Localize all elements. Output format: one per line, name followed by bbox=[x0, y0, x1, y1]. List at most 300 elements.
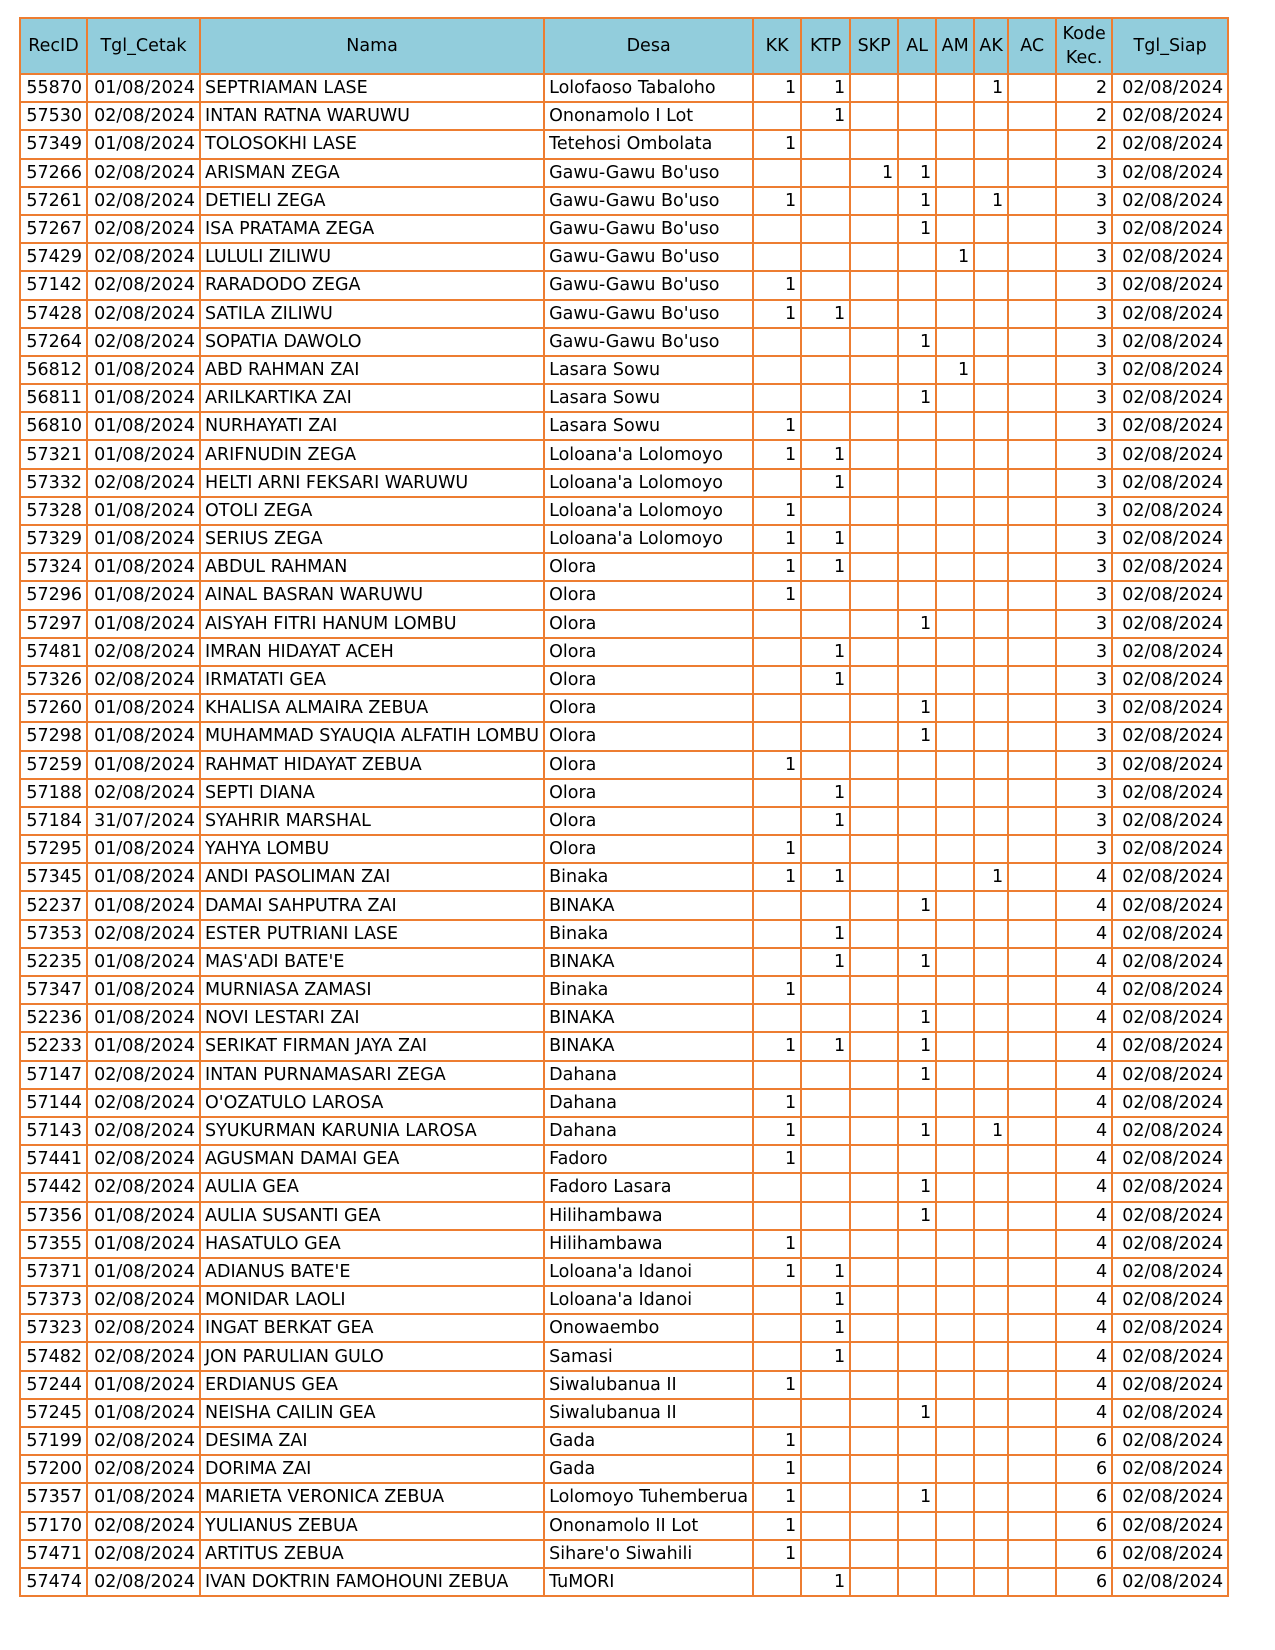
cell-ac bbox=[1008, 1173, 1056, 1201]
cell-al bbox=[898, 1540, 936, 1568]
cell-ac bbox=[1008, 412, 1056, 440]
cell-nama: ERDIANUS GEA bbox=[200, 1371, 544, 1399]
cell-nama: YULIANUS ZEBUA bbox=[200, 1512, 544, 1540]
table-row bbox=[20, 1117, 1228, 1145]
table-row bbox=[20, 356, 1228, 384]
cell-recid: 57324 bbox=[20, 553, 87, 581]
cell-al bbox=[898, 130, 936, 158]
cell-tgl-cetak: 01/08/2024 bbox=[87, 1399, 200, 1427]
cell-kode-kec: 4 bbox=[1056, 1371, 1112, 1399]
cell-tgl-siap: 02/08/2024 bbox=[1112, 581, 1228, 609]
cell-kk bbox=[753, 384, 801, 412]
cell-am bbox=[936, 1117, 974, 1145]
cell-ktp bbox=[801, 412, 850, 440]
cell-kk bbox=[753, 694, 801, 722]
cell-tgl-cetak: 02/08/2024 bbox=[87, 666, 200, 694]
cell-kk: 1 bbox=[753, 751, 801, 779]
cell-ktp bbox=[801, 581, 850, 609]
cell-ak bbox=[974, 920, 1008, 948]
cell-skp bbox=[850, 779, 898, 807]
cell-am bbox=[936, 74, 974, 102]
cell-recid: 57429 bbox=[20, 243, 87, 271]
cell-nama: AISYAH FITRI HANUM LOMBU bbox=[200, 610, 544, 638]
cell-ac bbox=[1008, 440, 1056, 468]
cell-recid: 57245 bbox=[20, 1399, 87, 1427]
cell-kode-kec: 3 bbox=[1056, 215, 1112, 243]
cell-nama: MUHAMMAD SYAUQIA ALFATIH LOMBU bbox=[200, 722, 544, 750]
cell-ak bbox=[974, 384, 1008, 412]
cell-tgl-siap: 02/08/2024 bbox=[1112, 638, 1228, 666]
cell-am bbox=[936, 891, 974, 919]
table-row bbox=[20, 581, 1228, 609]
cell-kk bbox=[753, 356, 801, 384]
cell-ktp: 1 bbox=[801, 807, 850, 835]
cell-skp bbox=[850, 1371, 898, 1399]
cell-nama: INTAN PURNAMASARI ZEGA bbox=[200, 1061, 544, 1089]
header-row bbox=[20, 18, 1228, 74]
cell-kode-kec: 3 bbox=[1056, 751, 1112, 779]
cell-tgl-cetak: 01/08/2024 bbox=[87, 74, 200, 102]
cell-ktp: 1 bbox=[801, 666, 850, 694]
cell-tgl-siap: 02/08/2024 bbox=[1112, 243, 1228, 271]
cell-tgl-cetak: 01/08/2024 bbox=[87, 1483, 200, 1511]
cell-kk: 1 bbox=[753, 835, 801, 863]
cell-kode-kec: 4 bbox=[1056, 1230, 1112, 1258]
cell-am bbox=[936, 469, 974, 497]
cell-tgl-cetak: 01/08/2024 bbox=[87, 610, 200, 638]
cell-desa: BINAKA bbox=[544, 1004, 753, 1032]
cell-al: 1 bbox=[898, 1032, 936, 1060]
col-header-tgl-cetak: Tgl_Cetak bbox=[87, 18, 200, 74]
cell-kode-kec: 3 bbox=[1056, 525, 1112, 553]
cell-tgl-siap: 02/08/2024 bbox=[1112, 159, 1228, 187]
cell-kode-kec: 3 bbox=[1056, 356, 1112, 384]
cell-am bbox=[936, 271, 974, 299]
cell-kk bbox=[753, 722, 801, 750]
cell-kode-kec: 4 bbox=[1056, 1202, 1112, 1230]
table-row bbox=[20, 271, 1228, 299]
cell-tgl-siap: 02/08/2024 bbox=[1112, 1032, 1228, 1060]
cell-al bbox=[898, 1258, 936, 1286]
cell-recid: 57428 bbox=[20, 300, 87, 328]
cell-desa: Hilihambawa bbox=[544, 1230, 753, 1258]
cell-skp bbox=[850, 863, 898, 891]
cell-recid: 57267 bbox=[20, 215, 87, 243]
cell-tgl-siap: 02/08/2024 bbox=[1112, 328, 1228, 356]
table-row bbox=[20, 74, 1228, 102]
cell-ac bbox=[1008, 1032, 1056, 1060]
cell-nama: TOLOSOKHI LASE bbox=[200, 130, 544, 158]
cell-al: 1 bbox=[898, 948, 936, 976]
cell-nama: ABD RAHMAN ZAI bbox=[200, 356, 544, 384]
cell-skp bbox=[850, 610, 898, 638]
cell-skp bbox=[850, 1117, 898, 1145]
cell-ac bbox=[1008, 976, 1056, 1004]
cell-ktp: 1 bbox=[801, 102, 850, 130]
cell-ktp bbox=[801, 384, 850, 412]
cell-ktp bbox=[801, 1455, 850, 1483]
cell-ktp: 1 bbox=[801, 863, 850, 891]
cell-ak: 1 bbox=[974, 187, 1008, 215]
cell-al: 1 bbox=[898, 1483, 936, 1511]
cell-tgl-cetak: 01/08/2024 bbox=[87, 384, 200, 412]
cell-kk: 1 bbox=[753, 187, 801, 215]
cell-desa: Siwalubanua II bbox=[544, 1399, 753, 1427]
cell-desa: Loloana'a Idanoi bbox=[544, 1258, 753, 1286]
cell-am bbox=[936, 1230, 974, 1258]
cell-am bbox=[936, 1399, 974, 1427]
cell-am bbox=[936, 976, 974, 1004]
cell-skp bbox=[850, 102, 898, 130]
cell-tgl-siap: 02/08/2024 bbox=[1112, 807, 1228, 835]
cell-am bbox=[936, 1061, 974, 1089]
cell-ktp: 1 bbox=[801, 948, 850, 976]
table-row bbox=[20, 1173, 1228, 1201]
cell-kk: 1 bbox=[753, 976, 801, 1004]
cell-ak bbox=[974, 1371, 1008, 1399]
cell-ktp bbox=[801, 1371, 850, 1399]
cell-kk bbox=[753, 159, 801, 187]
cell-skp bbox=[850, 328, 898, 356]
cell-ktp: 1 bbox=[801, 525, 850, 553]
cell-ac bbox=[1008, 553, 1056, 581]
cell-kk: 1 bbox=[753, 863, 801, 891]
cell-nama: OTOLI ZEGA bbox=[200, 497, 544, 525]
cell-ktp bbox=[801, 215, 850, 243]
cell-nama: SEPTI DIANA bbox=[200, 779, 544, 807]
cell-ac bbox=[1008, 1568, 1056, 1596]
cell-tgl-siap: 02/08/2024 bbox=[1112, 1512, 1228, 1540]
cell-desa: Lasara Sowu bbox=[544, 412, 753, 440]
cell-ac bbox=[1008, 948, 1056, 976]
cell-tgl-siap: 02/08/2024 bbox=[1112, 1399, 1228, 1427]
cell-kode-kec: 3 bbox=[1056, 243, 1112, 271]
cell-kk: 1 bbox=[753, 1540, 801, 1568]
cell-tgl-cetak: 01/08/2024 bbox=[87, 356, 200, 384]
cell-kode-kec: 3 bbox=[1056, 412, 1112, 440]
cell-recid: 57357 bbox=[20, 1483, 87, 1511]
cell-kk: 1 bbox=[753, 1512, 801, 1540]
cell-ac bbox=[1008, 1483, 1056, 1511]
cell-tgl-siap: 02/08/2024 bbox=[1112, 102, 1228, 130]
cell-skp bbox=[850, 1314, 898, 1342]
cell-ktp bbox=[801, 1483, 850, 1511]
cell-am bbox=[936, 1371, 974, 1399]
cell-nama: RAHMAT HIDAYAT ZEBUA bbox=[200, 751, 544, 779]
cell-tgl-siap: 02/08/2024 bbox=[1112, 1173, 1228, 1201]
cell-skp bbox=[850, 1089, 898, 1117]
cell-skp bbox=[850, 948, 898, 976]
cell-tgl-cetak: 01/08/2024 bbox=[87, 1004, 200, 1032]
cell-am: 1 bbox=[936, 243, 974, 271]
cell-recid: 57264 bbox=[20, 328, 87, 356]
cell-kode-kec: 3 bbox=[1056, 271, 1112, 299]
cell-ac bbox=[1008, 469, 1056, 497]
col-header-ac: AC bbox=[1008, 18, 1056, 74]
cell-recid: 57261 bbox=[20, 187, 87, 215]
cell-kode-kec: 3 bbox=[1056, 159, 1112, 187]
cell-desa: Gawu-Gawu Bo'uso bbox=[544, 187, 753, 215]
cell-nama: INGAT BERKAT GEA bbox=[200, 1314, 544, 1342]
cell-nama: YAHYA LOMBU bbox=[200, 835, 544, 863]
cell-kk: 1 bbox=[753, 1032, 801, 1060]
cell-tgl-cetak: 02/08/2024 bbox=[87, 1342, 200, 1370]
table-row bbox=[20, 948, 1228, 976]
cell-kk: 1 bbox=[753, 130, 801, 158]
table-row bbox=[20, 243, 1228, 271]
cell-kk bbox=[753, 102, 801, 130]
cell-kode-kec: 4 bbox=[1056, 1032, 1112, 1060]
cell-al bbox=[898, 1512, 936, 1540]
cell-kode-kec: 3 bbox=[1056, 835, 1112, 863]
table-row bbox=[20, 215, 1228, 243]
cell-desa: Gada bbox=[544, 1455, 753, 1483]
cell-ac bbox=[1008, 1314, 1056, 1342]
cell-tgl-siap: 02/08/2024 bbox=[1112, 1314, 1228, 1342]
cell-tgl-siap: 02/08/2024 bbox=[1112, 722, 1228, 750]
cell-tgl-siap: 02/08/2024 bbox=[1112, 497, 1228, 525]
col-header-ak: AK bbox=[974, 18, 1008, 74]
cell-ac bbox=[1008, 271, 1056, 299]
cell-kk bbox=[753, 610, 801, 638]
cell-am bbox=[936, 215, 974, 243]
table-row bbox=[20, 1286, 1228, 1314]
cell-ac bbox=[1008, 891, 1056, 919]
cell-al bbox=[898, 553, 936, 581]
cell-nama: HELTI ARNI FEKSARI WARUWU bbox=[200, 469, 544, 497]
cell-ak: 1 bbox=[974, 1117, 1008, 1145]
cell-ktp: 1 bbox=[801, 779, 850, 807]
cell-ktp bbox=[801, 751, 850, 779]
cell-am bbox=[936, 751, 974, 779]
cell-recid: 57347 bbox=[20, 976, 87, 1004]
cell-recid: 57188 bbox=[20, 779, 87, 807]
cell-am bbox=[936, 130, 974, 158]
cell-desa: Olora bbox=[544, 666, 753, 694]
cell-nama: MARIETA VERONICA ZEBUA bbox=[200, 1483, 544, 1511]
cell-am bbox=[936, 835, 974, 863]
cell-ak bbox=[974, 497, 1008, 525]
cell-ak bbox=[974, 722, 1008, 750]
cell-nama: NOVI LESTARI ZAI bbox=[200, 1004, 544, 1032]
cell-ac bbox=[1008, 384, 1056, 412]
cell-kode-kec: 6 bbox=[1056, 1512, 1112, 1540]
cell-ktp bbox=[801, 1061, 850, 1089]
cell-ak bbox=[974, 1286, 1008, 1314]
cell-nama: LULULI ZILIWU bbox=[200, 243, 544, 271]
cell-tgl-siap: 02/08/2024 bbox=[1112, 1455, 1228, 1483]
cell-al bbox=[898, 638, 936, 666]
cell-al bbox=[898, 807, 936, 835]
cell-tgl-cetak: 01/08/2024 bbox=[87, 581, 200, 609]
cell-ak bbox=[974, 159, 1008, 187]
cell-desa: Loloana'a Lolomoyo bbox=[544, 497, 753, 525]
cell-tgl-siap: 02/08/2024 bbox=[1112, 779, 1228, 807]
cell-ak bbox=[974, 1202, 1008, 1230]
cell-nama: ISA PRATAMA ZEGA bbox=[200, 215, 544, 243]
cell-desa: Lolomoyo Tuhemberua bbox=[544, 1483, 753, 1511]
cell-skp bbox=[850, 751, 898, 779]
cell-tgl-cetak: 02/08/2024 bbox=[87, 102, 200, 130]
cell-ktp: 1 bbox=[801, 1568, 850, 1596]
cell-ak bbox=[974, 1512, 1008, 1540]
cell-skp bbox=[850, 553, 898, 581]
cell-desa: Fadoro bbox=[544, 1145, 753, 1173]
table-row bbox=[20, 779, 1228, 807]
cell-kode-kec: 6 bbox=[1056, 1568, 1112, 1596]
cell-recid: 57326 bbox=[20, 666, 87, 694]
cell-ak bbox=[974, 610, 1008, 638]
cell-al bbox=[898, 581, 936, 609]
cell-am bbox=[936, 666, 974, 694]
cell-kk: 1 bbox=[753, 1117, 801, 1145]
cell-al bbox=[898, 751, 936, 779]
cell-nama: O'OZATULO LAROSA bbox=[200, 1089, 544, 1117]
cell-recid: 57296 bbox=[20, 581, 87, 609]
cell-recid: 56810 bbox=[20, 412, 87, 440]
cell-kode-kec: 6 bbox=[1056, 1540, 1112, 1568]
cell-ac bbox=[1008, 215, 1056, 243]
cell-al bbox=[898, 1089, 936, 1117]
cell-ktp: 1 bbox=[801, 638, 850, 666]
cell-ktp bbox=[801, 187, 850, 215]
cell-skp bbox=[850, 1568, 898, 1596]
cell-tgl-cetak: 02/08/2024 bbox=[87, 300, 200, 328]
cell-recid: 57471 bbox=[20, 1540, 87, 1568]
cell-am bbox=[936, 1286, 974, 1314]
cell-tgl-cetak: 02/08/2024 bbox=[87, 779, 200, 807]
cell-am bbox=[936, 638, 974, 666]
cell-recid: 52233 bbox=[20, 1032, 87, 1060]
cell-kode-kec: 4 bbox=[1056, 1286, 1112, 1314]
cell-al bbox=[898, 1145, 936, 1173]
cell-tgl-cetak: 01/08/2024 bbox=[87, 948, 200, 976]
cell-tgl-siap: 02/08/2024 bbox=[1112, 74, 1228, 102]
cell-tgl-cetak: 01/08/2024 bbox=[87, 863, 200, 891]
cell-al: 1 bbox=[898, 1061, 936, 1089]
cell-kk: 1 bbox=[753, 1145, 801, 1173]
cell-skp bbox=[850, 1399, 898, 1427]
cell-recid: 57199 bbox=[20, 1427, 87, 1455]
cell-ak bbox=[974, 271, 1008, 299]
cell-nama: KHALISA ALMAIRA ZEBUA bbox=[200, 694, 544, 722]
cell-recid: 57482 bbox=[20, 1342, 87, 1370]
cell-ac bbox=[1008, 610, 1056, 638]
cell-skp bbox=[850, 384, 898, 412]
cell-recid: 57321 bbox=[20, 440, 87, 468]
cell-kk bbox=[753, 1286, 801, 1314]
cell-tgl-cetak: 01/08/2024 bbox=[87, 835, 200, 863]
cell-ak bbox=[974, 1032, 1008, 1060]
table-row bbox=[20, 1314, 1228, 1342]
table-row bbox=[20, 1512, 1228, 1540]
cell-am bbox=[936, 863, 974, 891]
cell-ak bbox=[974, 779, 1008, 807]
cell-tgl-siap: 02/08/2024 bbox=[1112, 130, 1228, 158]
cell-skp bbox=[850, 1032, 898, 1060]
cell-recid: 57349 bbox=[20, 130, 87, 158]
cell-kode-kec: 3 bbox=[1056, 300, 1112, 328]
cell-ak bbox=[974, 1540, 1008, 1568]
cell-ak bbox=[974, 751, 1008, 779]
cell-tgl-cetak: 02/08/2024 bbox=[87, 920, 200, 948]
cell-al bbox=[898, 1455, 936, 1483]
cell-nama: SERIKAT FIRMAN JAYA ZAI bbox=[200, 1032, 544, 1060]
cell-nama: ANDI PASOLIMAN ZAI bbox=[200, 863, 544, 891]
cell-kk bbox=[753, 779, 801, 807]
cell-ak bbox=[974, 694, 1008, 722]
cell-recid: 57260 bbox=[20, 694, 87, 722]
cell-desa: Siwalubanua II bbox=[544, 1371, 753, 1399]
cell-tgl-cetak: 02/08/2024 bbox=[87, 1427, 200, 1455]
cell-ac bbox=[1008, 1089, 1056, 1117]
cell-am bbox=[936, 1568, 974, 1596]
cell-skp bbox=[850, 835, 898, 863]
cell-skp bbox=[850, 581, 898, 609]
cell-am bbox=[936, 497, 974, 525]
cell-al bbox=[898, 243, 936, 271]
cell-tgl-siap: 02/08/2024 bbox=[1112, 1258, 1228, 1286]
cell-skp bbox=[850, 694, 898, 722]
cell-desa: Tetehosi Ombolata bbox=[544, 130, 753, 158]
cell-kk: 1 bbox=[753, 1258, 801, 1286]
cell-tgl-cetak: 01/08/2024 bbox=[87, 976, 200, 1004]
cell-nama: MONIDAR LAOLI bbox=[200, 1286, 544, 1314]
col-header-recid: RecID bbox=[20, 18, 87, 74]
cell-ktp bbox=[801, 1230, 850, 1258]
cell-ac bbox=[1008, 751, 1056, 779]
cell-al bbox=[898, 920, 936, 948]
cell-kode-kec: 3 bbox=[1056, 187, 1112, 215]
cell-am bbox=[936, 920, 974, 948]
col-header-nama: Nama bbox=[200, 18, 544, 74]
cell-kode-kec: 2 bbox=[1056, 130, 1112, 158]
cell-ktp: 1 bbox=[801, 1342, 850, 1370]
cell-ac bbox=[1008, 130, 1056, 158]
cell-tgl-siap: 02/08/2024 bbox=[1112, 469, 1228, 497]
cell-tgl-cetak: 01/08/2024 bbox=[87, 440, 200, 468]
cell-recid: 57323 bbox=[20, 1314, 87, 1342]
cell-recid: 55870 bbox=[20, 74, 87, 102]
cell-nama: DAMAI SAHPUTRA ZAI bbox=[200, 891, 544, 919]
cell-kk bbox=[753, 1399, 801, 1427]
cell-ktp bbox=[801, 1089, 850, 1117]
cell-skp bbox=[850, 1258, 898, 1286]
cell-desa: Olora bbox=[544, 807, 753, 835]
cell-al bbox=[898, 976, 936, 1004]
cell-al bbox=[898, 469, 936, 497]
cell-kode-kec: 3 bbox=[1056, 610, 1112, 638]
cell-desa: Loloana'a Lolomoyo bbox=[544, 525, 753, 553]
cell-ak bbox=[974, 130, 1008, 158]
col-header-am: AM bbox=[936, 18, 974, 74]
cell-recid: 57259 bbox=[20, 751, 87, 779]
cell-kode-kec: 3 bbox=[1056, 638, 1112, 666]
cell-nama: AGUSMAN DAMAI GEA bbox=[200, 1145, 544, 1173]
cell-ak bbox=[974, 1483, 1008, 1511]
cell-nama: AULIA SUSANTI GEA bbox=[200, 1202, 544, 1230]
cell-kk: 1 bbox=[753, 581, 801, 609]
cell-nama: SATILA ZILIWU bbox=[200, 300, 544, 328]
cell-kk bbox=[753, 1173, 801, 1201]
cell-skp bbox=[850, 1230, 898, 1258]
cell-tgl-cetak: 02/08/2024 bbox=[87, 271, 200, 299]
cell-skp bbox=[850, 356, 898, 384]
cell-skp bbox=[850, 215, 898, 243]
cell-ak bbox=[974, 1230, 1008, 1258]
cell-al: 1 bbox=[898, 159, 936, 187]
table-row bbox=[20, 807, 1228, 835]
